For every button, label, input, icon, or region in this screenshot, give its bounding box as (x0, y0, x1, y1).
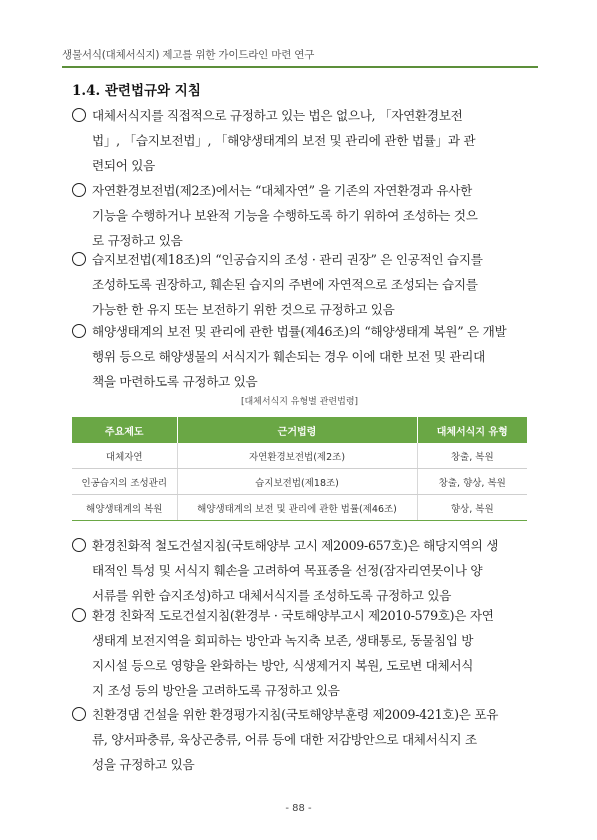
paragraph-line: 행위 등으로 해양생물의 서식지가 훼손되는 경우 이에 대한 보전 및 관리대 (92, 349, 485, 364)
paragraph-line: 환경 친화적 도로건설지침(환경부 · 국토해양부고시 제2010-579호)은 자연 (92, 608, 494, 623)
table-cell: 해양생태계의 복원 (72, 495, 177, 521)
paragraph-line: 서류를 위한 습지조성)하고 대체서식지를 조성하도록 규정하고 있음 (92, 588, 452, 603)
bullet-paragraph (72, 603, 534, 703)
paragraph-line: 성을 규정하고 있음 (92, 757, 195, 772)
bullet-paragraph (72, 247, 534, 322)
paragraph-line: 생태계 보전지역을 회피하는 방안과 녹지축 보존, 생태통로, 동물침입 방 (92, 633, 474, 648)
column-header: 주요제도 (72, 417, 177, 443)
table-cell: 해양생태계의 보전 및 관리에 관한 법률(제46조) (177, 495, 417, 521)
table-caption: [대체서식지 유형별 관련법령] (240, 397, 359, 407)
paragraph-line: 류, 양서파충류, 육상곤충류, 어류 등에 대한 저감방안으로 대체서식지 조 (92, 732, 477, 747)
paragraph-line: 가능한 한 유지 또는 보전하기 위한 것으로 규정하고 있음 (92, 302, 395, 317)
paragraph-line: 기능을 수행하거나 보완적 기능을 수행하도록 하기 위하여 조성하는 것으 (92, 208, 478, 223)
circle-bullet-icon (72, 324, 86, 338)
paragraph-line: 자연환경보전법(제2조)에서는 “대체자연” 을 기존의 자연환경과 유사한 (92, 183, 472, 198)
paragraph-line: 태적인 특성 및 서식지 훼손을 고려하여 목표종을 선정(잠자리연못이나 양 (92, 563, 483, 578)
paragraph-line: 대체서식지를 직접적으로 규정하고 있는 법은 없으나, 「자연환경보전 (92, 108, 463, 123)
table-header-row (72, 417, 527, 443)
column-header: 근거법령 (177, 417, 417, 443)
table-cell: 대체자연 (72, 443, 177, 469)
table-row (72, 495, 527, 521)
circle-bullet-icon (72, 252, 86, 266)
header-divider (62, 66, 538, 68)
bullet-paragraph (72, 178, 534, 253)
section-title: 1.4. 관련법규와 지침 (72, 83, 201, 99)
table-cell: 자연환경보전법(제2조) (177, 443, 417, 469)
circle-bullet-icon (72, 707, 86, 721)
paragraph-line: 지 조성 등의 방안을 고려하도록 규정하고 있음 (92, 683, 340, 698)
paragraph-line: 책을 마련하도록 규정하고 있음 (92, 374, 258, 389)
paragraph-line: 친환경댐 건설을 위한 환경평가지침(국토해양부훈령 제2009-421호)은 포유 (92, 707, 499, 722)
column-header: 대체서식지 유형 (417, 417, 527, 443)
bullet-paragraph (72, 319, 534, 394)
paragraph-line: 습지보전법(제18조)의 “인공습지의 조성 · 관리 권장” 은 인공적인 습지를 (92, 252, 483, 267)
table-cell: 인공습지의 조성관리 (72, 469, 177, 495)
paragraph-line: 환경친화적 철도건설지침(국토해양부 고시 제2009-657호)은 해당지역의 생 (92, 538, 499, 553)
circle-bullet-icon (72, 538, 86, 552)
paragraph-line: 련되어 있음 (92, 158, 156, 173)
circle-bullet-icon (72, 608, 86, 622)
law-table (72, 417, 527, 521)
bullet-paragraph (72, 103, 534, 178)
page-number: - 88 - (285, 803, 312, 814)
table-row (72, 469, 527, 495)
table-cell: 창출, 향상, 복원 (417, 469, 527, 495)
paragraph-line: 조성하도록 권장하고, 훼손된 습지의 주변에 자연적으로 조성되는 습지를 (92, 277, 478, 292)
circle-bullet-icon (72, 108, 86, 122)
bullet-paragraph (72, 533, 534, 608)
paragraph-line: 법」, 「습지보전법」, 「해양생태계의 보전 및 관리에 관한 법률」과 관 (92, 133, 476, 148)
paragraph-line: 지시설 등으로 영향을 완화하는 방안, 식생제거지 복원, 도로변 대체서식 (92, 658, 474, 673)
table-cell: 습지보전법(제18조) (177, 469, 417, 495)
table-cell: 향상, 복원 (417, 495, 527, 521)
paragraph-line: 해양생태계의 보전 및 관리에 관한 법률(제46조)의 “해양생태계 복원” 은 개발 (92, 324, 507, 339)
bullet-paragraph (72, 702, 534, 777)
table-row (72, 443, 527, 469)
circle-bullet-icon (72, 183, 86, 197)
running-header: 생물서식(대체서식지) 제고를 위한 가이드라인 마련 연구 (62, 49, 315, 61)
table-cell: 창출, 복원 (417, 443, 527, 469)
paragraph-line: 로 규정하고 있음 (92, 233, 183, 248)
